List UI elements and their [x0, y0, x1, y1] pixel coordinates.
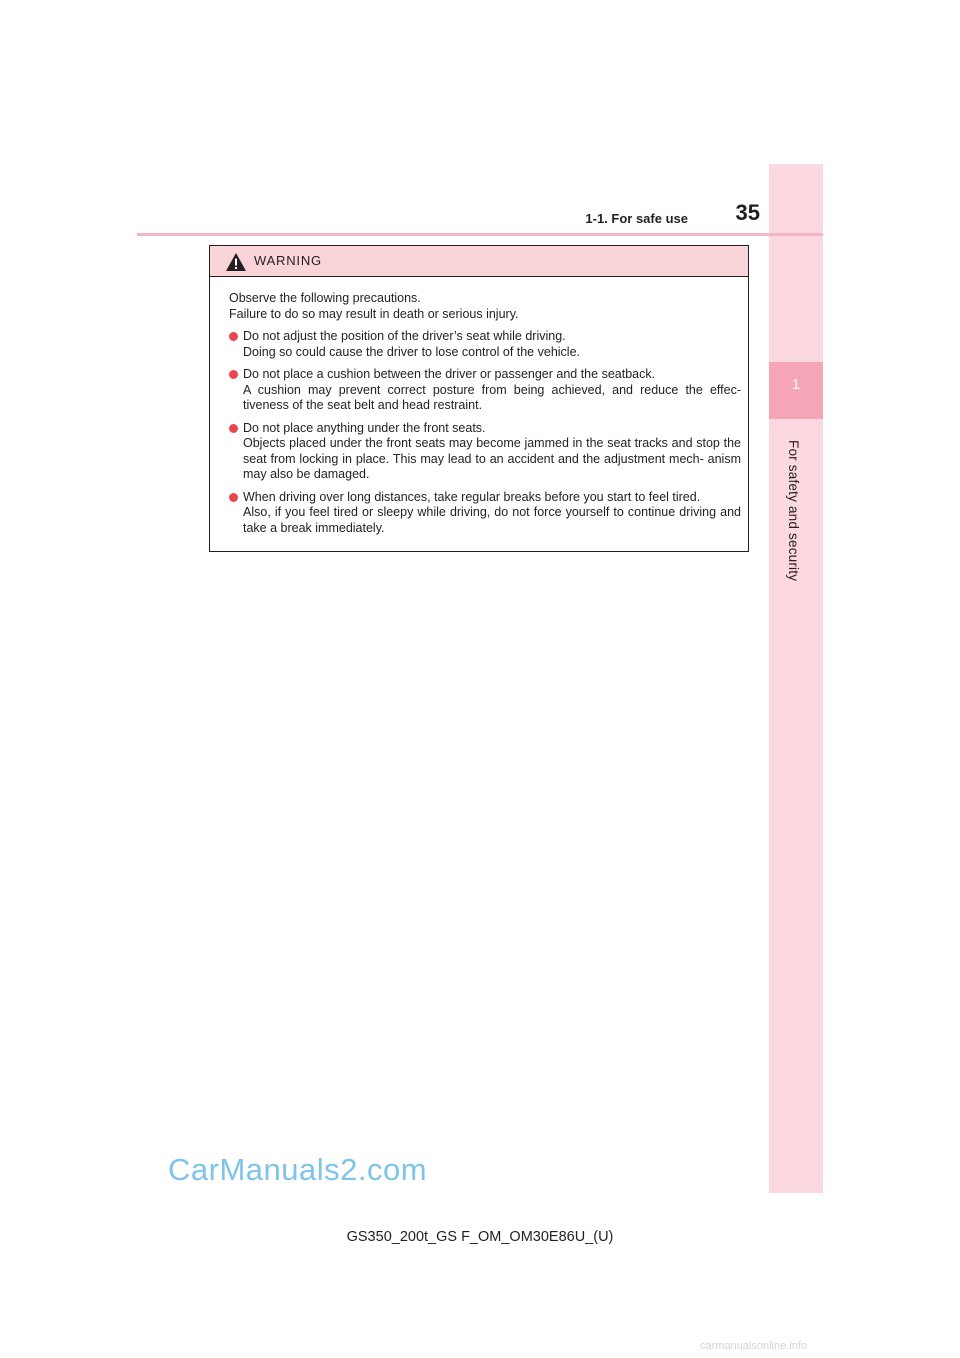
bullet-icon: [229, 424, 238, 433]
warning-item: [229, 421, 741, 483]
document-id: GS350_200t_GS F_OM_OM30E86U_(U): [346, 1229, 614, 1245]
warning-item: [229, 367, 741, 414]
warning-item-title: Do not place a cushion between the driver or passenger and the seatback.: [243, 367, 656, 381]
warning-intro: [229, 291, 741, 322]
chapter-side-tab: [769, 164, 823, 1193]
warning-item-title: When driving over long distances, take regular breaks before you start to feel tired.: [243, 489, 701, 504]
watermark-logo: CarManuals2.com: [168, 1152, 428, 1187]
header-rule: [137, 233, 823, 236]
bullet-icon: [229, 370, 238, 379]
warning-intro-line1: Observe the following precautions.: [229, 291, 421, 305]
bullet-icon: [229, 332, 238, 341]
section-title: 1-1. For safe use: [585, 211, 688, 226]
chapter-label: For safety and security: [786, 440, 801, 582]
page-number: 35: [735, 200, 760, 225]
warning-triangle-icon: [225, 252, 247, 272]
warning-item: [229, 329, 741, 360]
warning-item-detail: Also, if you feel tired or sleepy while driving, do not force yourself to continue driving and take a break immediately.: [243, 505, 741, 535]
warning-item-detail: Objects placed under the front seats may become jammed in the seat tracks and stop the seat from locking in place. This may lead to an accident and the adjustment mech- anism may also be damaged.: [243, 436, 741, 481]
warning-body: [210, 277, 748, 536]
watermark-secondary: carmanualsonline.info: [700, 1340, 808, 1352]
warning-label: WARNING: [254, 253, 322, 268]
chapter-number: 1: [791, 376, 801, 393]
warning-item-detail: Doing so could cause the driver to lose control of the vehicle.: [243, 344, 580, 359]
warning-item: [229, 490, 741, 537]
warning-item-title: Do not place anything under the front seats.: [243, 420, 486, 435]
warning-header: [210, 246, 748, 277]
bullet-icon: [229, 493, 238, 502]
warning-intro-line2: Failure to do so may result in death or serious injury.: [229, 306, 519, 321]
warning-box: [209, 245, 749, 552]
warning-item-title: Do not adjust the position of the driver’s seat while driving.: [243, 329, 566, 343]
warning-item-detail: A cushion may prevent correct posture from being achieved, and reduce the effec- tiveness of the seat belt and head restraint.: [243, 382, 741, 412]
